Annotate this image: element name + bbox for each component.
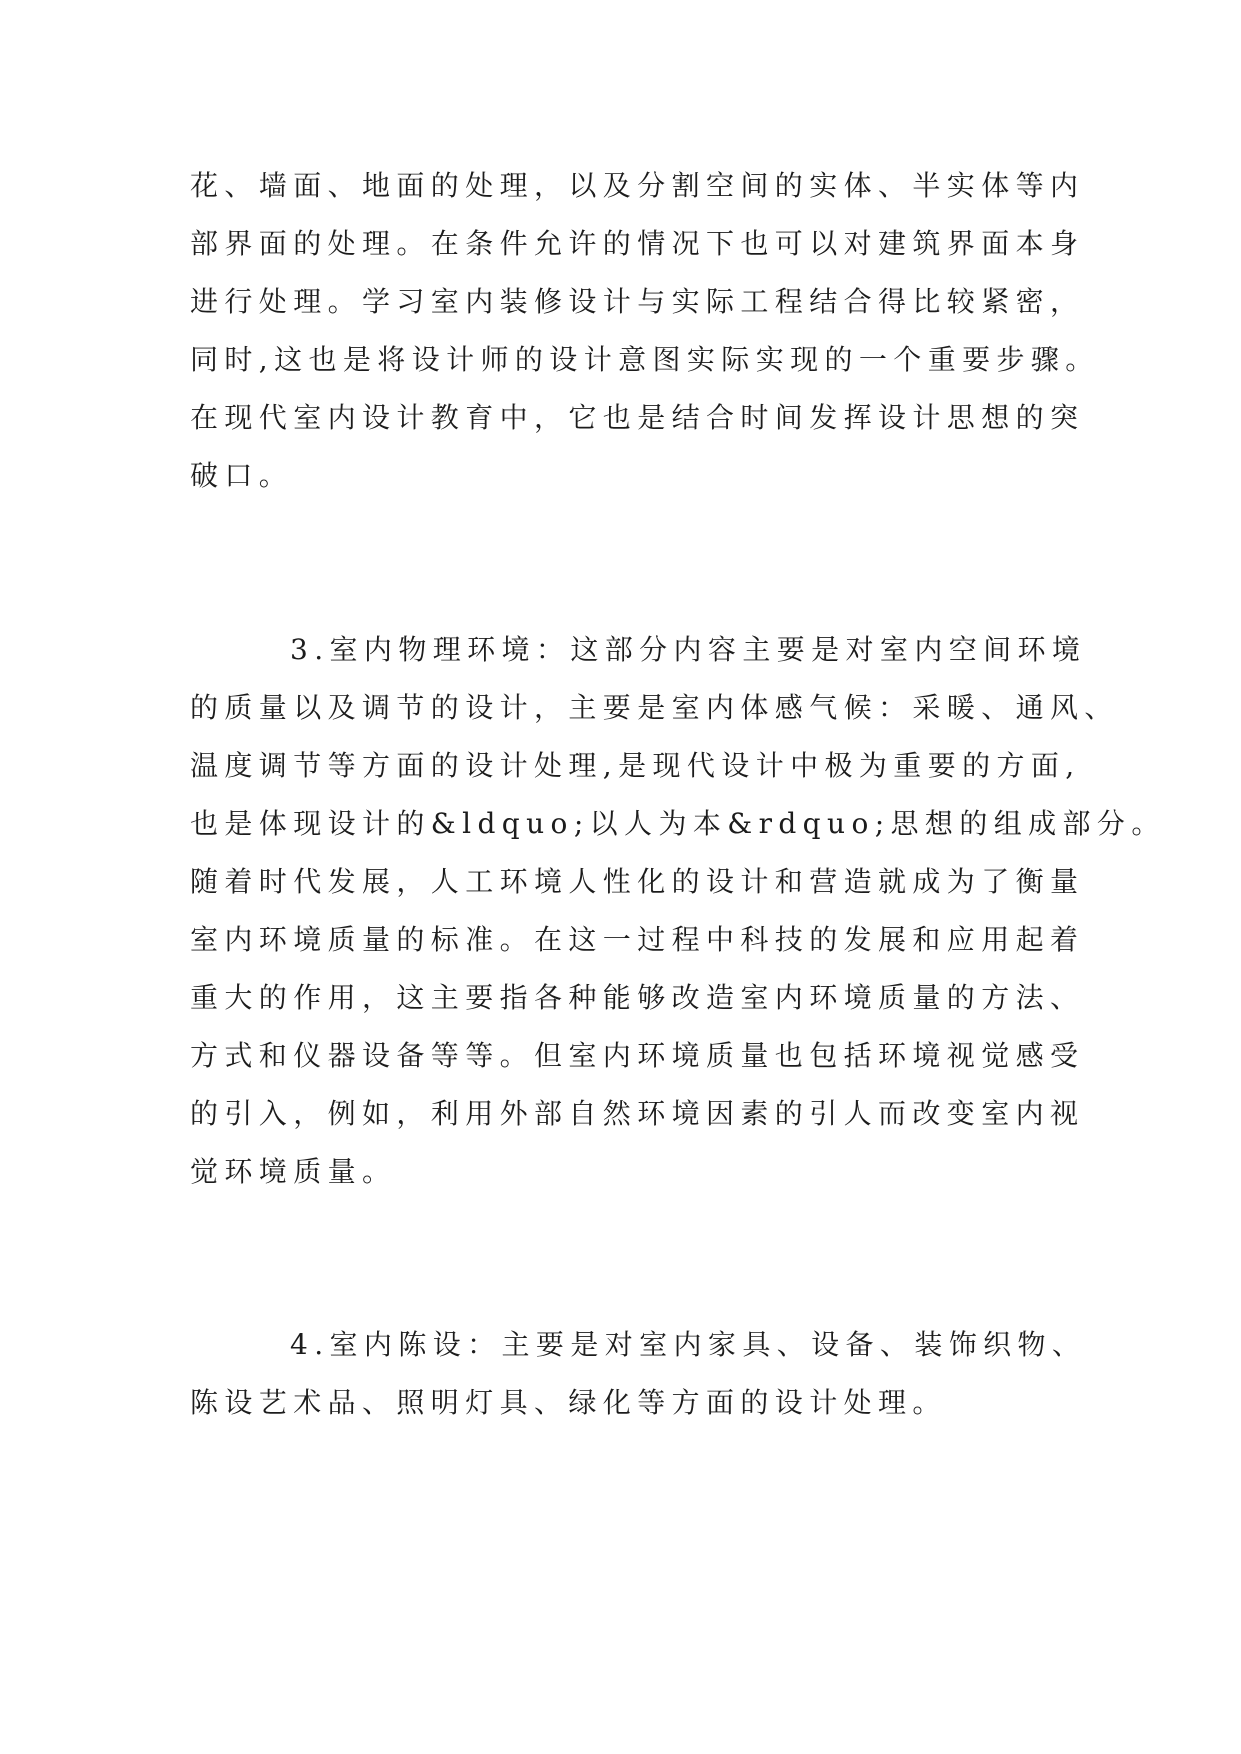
text-line: 陈设艺术品、照明灯具、绿化等方面的设计处理。 — [190, 1386, 947, 1419]
text-line: 也是体现设计的&ldquo;以人为本&rdquo;思想的组成部分。 — [190, 807, 1166, 840]
text-line: 3.室内物理环境：这部分内容主要是对室内空间环境 — [290, 633, 1087, 666]
text-line: 进行处理。学习室内装修设计与实际工程结合得比较紧密， — [190, 285, 1085, 318]
text-line: 觉环境质量。 — [190, 1155, 397, 1188]
text-line: 随着时代发展，人工环境人性化的设计和营造就成为了衡量 — [190, 865, 1085, 898]
text-line: 在现代室内设计教育中，它也是结合时间发挥设计思想的突 — [190, 401, 1085, 434]
text-line: 4.室内陈设：主要是对室内家具、设备、装饰织物、 — [290, 1328, 1087, 1361]
text-line: 破口。 — [190, 459, 294, 492]
text-line: 室内环境质量的标准。在这一过程中科技的发展和应用起着 — [190, 923, 1085, 956]
text-line: 花、墙面、地面的处理，以及分割空间的实体、半实体等内 — [190, 169, 1085, 202]
text-line: 的引入，例如，利用外部自然环境因素的引人而改变室内视 — [190, 1097, 1085, 1130]
text-line: 重大的作用，这主要指各种能够改造室内环境质量的方法、 — [190, 981, 1085, 1014]
text-line: 部界面的处理。在条件允许的情况下也可以对建筑界面本身 — [190, 227, 1085, 260]
text-line: 温度调节等方面的设计处理,是现代设计中极为重要的方面, — [190, 749, 1081, 782]
text-line: 的质量以及调节的设计，主要是室内体感气候：采暖、通风、 — [190, 691, 1119, 724]
text-line: 同时,这也是将设计师的设计意图实际实现的一个重要步骤。 — [190, 343, 1100, 376]
text-line: 方式和仪器设备等等。但室内环境质量也包括环境视觉感受 — [190, 1039, 1085, 1072]
